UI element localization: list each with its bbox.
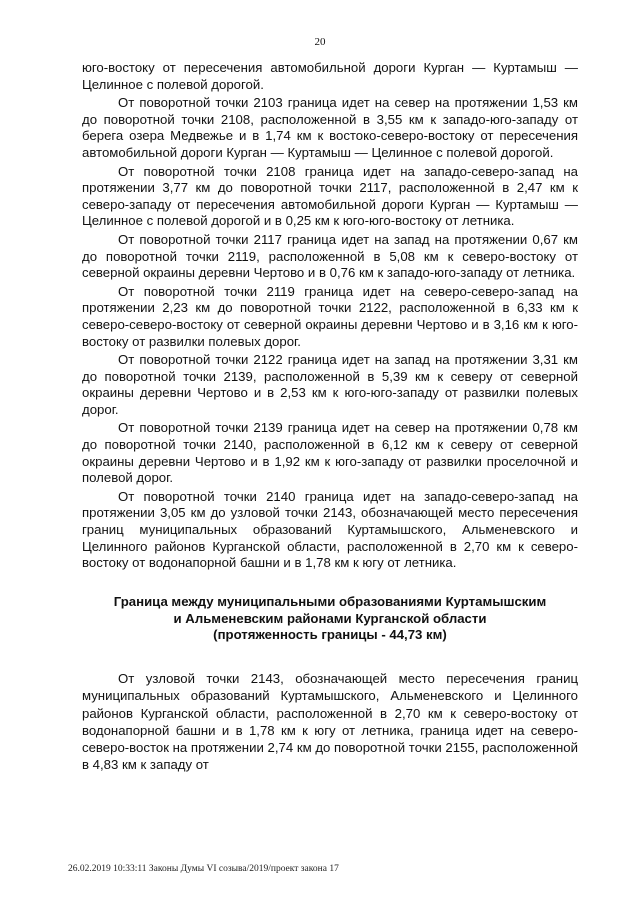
paragraph: юго-востоку от пересечения автомобильной дороги Курган — Куртамыш — Целинное с полевой дорогой.	[82, 60, 578, 92]
paragraph: От узловой точки 2143, обозначающей место пересечения границ муниципальных образований Куртамышского, Альменевского и Целинного районов Курганской области, расположенной в 2,70 км к северо-востоку от водонапорной башни и в 1,78 км к югу от летника, граница идет на северо-северо-восток на протяжении 2,74 км до поворотной точки 2155, расположенной в 4,83 км к западу от	[82, 671, 578, 773]
section-heading-length: (протяженность границы - 44,73 км)	[213, 627, 447, 643]
section-heading	[82, 594, 578, 644]
paragraph: От поворотной точки 2117 граница идет на запад на протяжении 0,67 км до поворотной точки 2119, расположенной в 5,08 км к северо-востоку от северной окраины деревни Чертово и в 0,76 км к западо-юго-западу от летника.	[82, 231, 578, 281]
paragraph: От поворотной точки 2103 граница идет на север на протяжении 1,53 км до поворотной точки 2108, расположенной в 3,55 км к западо-юго-западу от берега озера Медвежье и в 1,74 км к востоко-северо-востоку от пересечения автомобильной дороги Курган — Куртамыш — Целинное с полевой дорогой.	[82, 95, 578, 160]
paragraph: От поворотной точки 2140 граница идет на западо-северо-запад на протяжении 3,05 км до узловой точки 2143, обозначающей место пересечения границ муниципальных образований Куртамышского, Альменевского и Целинного районов Курганской области, расположенной в 2,70 км к северо-востоку от водонапорной башни и в 1,78 км к югу от летника.	[82, 488, 578, 571]
paragraph: От поворотной точки 2108 граница идет на западо-северо-запад на протяжении 3,77 км до поворотной точки 2117, расположенной в 2,47 км к северо-западу от пересечения автомобильной дороги Курган — Куртамыш — Целинное с полевой дорогой и в 0,25 км к юго-юго-востоку от летника.	[82, 163, 578, 229]
paragraph: От поворотной точки 2119 граница идет на северо-северо-запад на протяжении 2,23 км до поворотной точки 2122, расположенной в 6,33 км к северо-северо-востоку от северной окраины деревни Чертово и в 3,16 км к юго-востоку от развилки полевых дорог.	[82, 283, 578, 349]
section-heading-line: и Альменевским районами Курганской области	[173, 610, 487, 626]
paragraph: От поворотной точки 2122 граница идет на запад на протяжении 3,31 км до поворотной точки 2139, расположенной в 5,39 км к северу от северной окраины деревни Чертово и в 2,53 км к юго-юго-западу от развилки полевых дорог.	[82, 352, 578, 417]
page-number: 20	[314, 36, 326, 48]
paragraph: От поворотной точки 2139 граница идет на север на протяжении 0,78 км до поворотной точки 2140, расположенной в 6,12 км к северу от северной окраины деревни Чертово и в 1,92 км к юго-западу от развилки проселочной и полевой дорог.	[82, 420, 578, 486]
footer-file-path: 26.02.2019 10:33:11 Законы Думы VI созыва/2019/проект закона 17	[68, 864, 339, 874]
document-body	[82, 60, 578, 775]
section-heading-line: Граница между муниципальными образованиями Куртамышским	[113, 593, 547, 609]
